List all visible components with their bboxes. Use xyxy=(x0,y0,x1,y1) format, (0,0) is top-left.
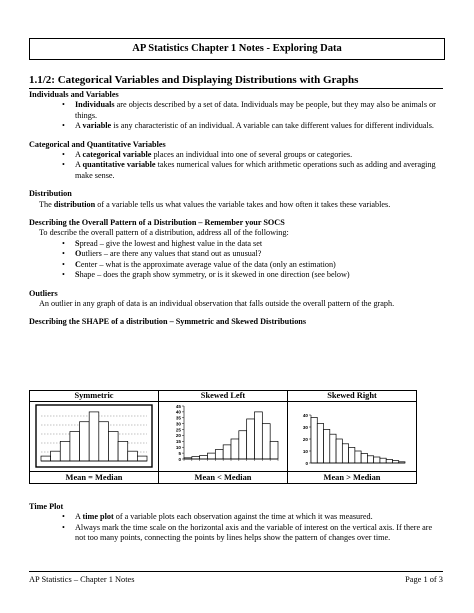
socs-heading: Describing the Overall Pattern of a Distribution – Remember your SOCS xyxy=(29,218,285,228)
distribution-heading: Distribution xyxy=(29,189,72,199)
variable-bullet xyxy=(75,121,439,131)
socs-item-shape xyxy=(75,270,439,280)
y-tick-label: 35 xyxy=(175,415,181,421)
time-plot-bullet-2: • Always mark the time scale on the horizontal axis and the variable of interest on the vertical axis. If there are not too many points, connecting the points by lines helps show the pattern of changes over time. xyxy=(75,523,439,544)
y-tick-label: 40 xyxy=(302,412,308,418)
histogram-bar xyxy=(361,453,367,463)
socs-text: hape – does the graph show symmetry, or is it skewed in one direction (see below) xyxy=(79,270,350,280)
histogram-bar xyxy=(239,430,247,458)
histogram-bar xyxy=(324,429,330,463)
histogram-bar xyxy=(317,423,323,463)
socs-text: enter – what is the approximate average value of the data (only an estimation) xyxy=(80,259,336,269)
distribution-text xyxy=(29,200,439,210)
y-tick-label: 15 xyxy=(175,438,181,444)
skewed-right-histogram xyxy=(291,403,413,469)
variable-pre: A xyxy=(75,121,83,131)
y-tick-label: 20 xyxy=(175,432,181,438)
categorical-heading: Categorical and Quantitative Variables xyxy=(29,139,166,149)
categorical-bullet xyxy=(75,150,439,160)
histogram-bar xyxy=(231,438,239,458)
shape-col-skewed-left: Skewed Left xyxy=(159,391,288,402)
quantitative-pre: A xyxy=(75,160,83,170)
term-quantitative: quantitative variable xyxy=(82,160,156,170)
histogram-bar xyxy=(208,453,216,459)
histogram-bar xyxy=(118,441,128,461)
time-plot-pre: A xyxy=(75,512,83,522)
term-categorical: categorical variable xyxy=(82,150,152,160)
chart-cell-skewed-left xyxy=(159,402,288,472)
histogram-bar xyxy=(60,441,70,461)
y-tick-label: 10 xyxy=(302,448,308,454)
histogram-bar xyxy=(342,443,348,462)
shape-table xyxy=(29,390,417,484)
footer-symmetric: Mean = Median xyxy=(30,472,159,484)
time-plot-list xyxy=(29,512,439,543)
quantitative-bullet xyxy=(75,160,439,181)
outliers-heading: Outliers xyxy=(29,288,58,298)
histogram-bar xyxy=(386,459,392,463)
histogram-bar xyxy=(137,456,147,461)
histogram-bar xyxy=(108,431,118,460)
socs-letter: O xyxy=(75,249,82,259)
footer-page-number: Page 1 of 3 xyxy=(405,575,443,584)
time-plot-bullet-1 xyxy=(75,512,439,522)
time-plot-def: of a variable plots each observation against the time at which it was measured. xyxy=(113,512,373,522)
term-individuals: Individuals xyxy=(75,100,115,110)
histogram-bar xyxy=(70,431,80,460)
skewed-left-histogram xyxy=(162,403,284,469)
socs-list xyxy=(29,239,439,281)
histogram-bar xyxy=(255,411,263,458)
histogram-bar xyxy=(374,457,380,463)
y-tick-label: 0 xyxy=(305,460,308,466)
y-tick-label: 0 xyxy=(178,456,181,462)
histogram-bar xyxy=(311,417,317,463)
term-time-plot: time plot xyxy=(82,512,114,522)
socs-item-outliers xyxy=(75,249,439,259)
variable-def: is any characteristic of an individual. A variable can take different values for different individuals. xyxy=(111,121,434,131)
histogram-bar xyxy=(247,418,255,458)
histogram-bar xyxy=(336,439,342,463)
y-tick-label: 5 xyxy=(178,450,181,456)
histogram-bar xyxy=(355,451,361,463)
socs-text: utliers – are there any values that stand out as unusual? xyxy=(81,249,262,259)
chart-cell-skewed-right xyxy=(288,402,417,472)
y-tick-label: 25 xyxy=(175,426,181,432)
categorical-list xyxy=(29,150,439,181)
socs-item-center xyxy=(75,260,439,270)
histogram-bar xyxy=(270,441,278,459)
individuals-def: are objects described by a set of data. Individuals may be people, but they may also be animals or things. xyxy=(75,100,436,120)
histogram-bar xyxy=(330,434,336,463)
individuals-heading: Individuals and Variables xyxy=(29,90,119,99)
histogram-bar xyxy=(215,449,223,458)
histogram-bar xyxy=(262,423,270,458)
quantitative-def: takes numerical values for which arithmetic operations such as adding and averaging make sense. xyxy=(75,160,436,180)
symmetric-histogram xyxy=(33,403,155,469)
distribution-def: of a variable tells us what values the variable takes and how often it takes these variables. xyxy=(95,199,391,209)
socs-text: pread – give the lowest and highest value in the data set xyxy=(79,238,263,248)
histogram-bar xyxy=(41,456,51,461)
footer-skewed-right: Mean > Median xyxy=(288,472,417,484)
notes-body xyxy=(29,90,439,328)
socs-item-spread xyxy=(75,239,439,249)
footer-left: AP Statistics – Chapter 1 Notes xyxy=(29,575,135,584)
footer-skewed-left: Mean < Median xyxy=(159,472,288,484)
histogram-bar xyxy=(80,421,90,460)
term-variable: variable xyxy=(82,121,112,131)
socs-letter: S xyxy=(75,238,80,248)
shape-heading: Describing the SHAPE of a distribution – Symmetric and Skewed Distributions xyxy=(29,317,307,327)
histogram-bar xyxy=(99,421,109,460)
time-plot-heading: Time Plot xyxy=(29,502,64,511)
histogram-bar xyxy=(128,451,138,461)
histogram-bar xyxy=(367,455,373,462)
time-plot-section xyxy=(29,502,439,544)
y-tick-label: 40 xyxy=(175,409,181,415)
individuals-list xyxy=(29,100,439,131)
distribution-pre: The xyxy=(39,199,54,209)
page-footer xyxy=(29,571,443,585)
shape-col-skewed-right: Skewed Right xyxy=(288,391,417,402)
section-heading: 1.1/2: Categorical Variables and Displaying Distributions with Graphs xyxy=(29,73,443,89)
y-tick-label: 45 xyxy=(175,403,181,409)
chart-cell-symmetric xyxy=(30,402,159,472)
histogram-bar xyxy=(349,447,355,463)
term-distribution: distribution xyxy=(53,199,96,209)
histogram-bar xyxy=(89,411,99,460)
y-tick-label: 10 xyxy=(175,444,181,450)
socs-intro: To describe the overall pattern of a distribution, address all of the following: xyxy=(39,228,289,238)
histogram-bar xyxy=(51,451,61,461)
socs-letter: C xyxy=(75,259,81,269)
y-tick-label: 30 xyxy=(302,424,308,430)
individuals-bullet xyxy=(75,100,439,121)
page-title: AP Statistics Chapter 1 Notes - Exploring Data xyxy=(29,38,445,60)
histogram-bar xyxy=(223,444,231,458)
y-tick-label: 20 xyxy=(302,436,308,442)
y-tick-label: 30 xyxy=(175,420,181,426)
categorical-def: places an individual into one of several groups or categories. xyxy=(151,150,353,160)
outliers-text: An outlier in any graph of data is an individual observation that falls outside the overall pattern of the graph. xyxy=(39,298,395,308)
histogram-bar xyxy=(200,455,208,459)
shape-col-symmetric: Symmetric xyxy=(30,391,159,402)
categorical-pre: A xyxy=(75,150,83,160)
socs-letter: S xyxy=(75,270,80,280)
histogram-bar xyxy=(380,458,386,463)
